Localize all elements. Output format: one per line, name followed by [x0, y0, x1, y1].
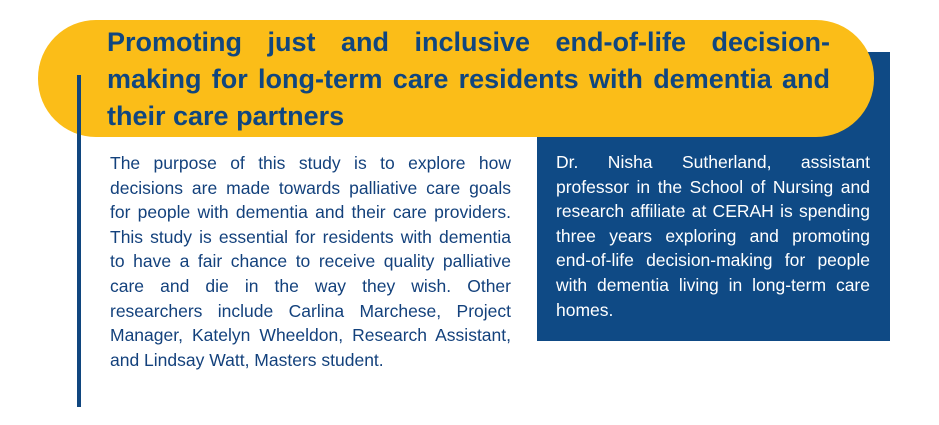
study-purpose-paragraph: The purpose of this study is to explore how decisions are made towards palliative care goals for people with dementia and their care providers. This study is essential for residents with dementia to have a fair chance to receive quality palliative care and die in the way they wish. Other researchers include Carlina Marchese, Project Manager, Katelyn Wheeldon, Research Assistant, and Lindsay Watt, Masters student. — [110, 153, 511, 370]
accent-vertical-rule — [77, 75, 81, 407]
page-title: Promoting just and inclusive end-of-life decision-making for long-term care residents with dementia and their care partners — [107, 27, 830, 131]
researcher-description-paragraph: Dr. Nisha Sutherland, assistant professor in the School of Nursing and research affiliate at CERAH is spending three years exploring and promoting end-of-life decision-making for people with dementia living in long-term care homes. — [556, 152, 870, 320]
